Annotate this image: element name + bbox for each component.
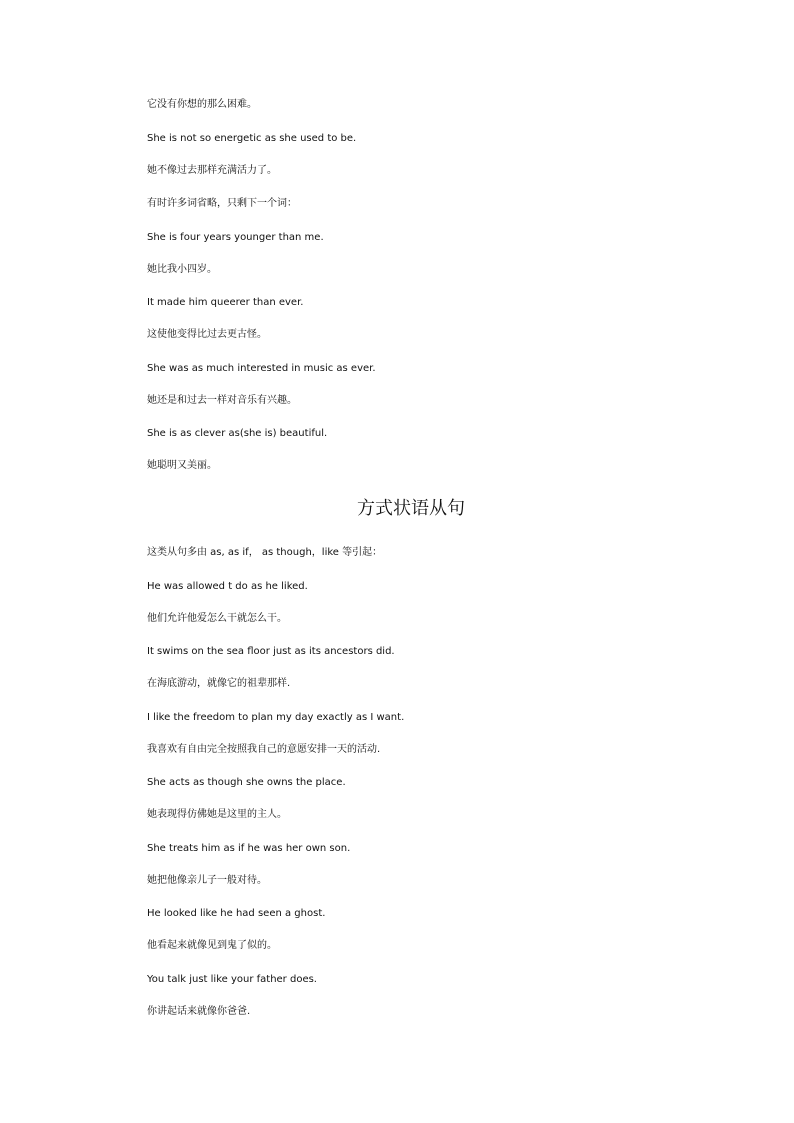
- text-line: It made him queerer than ever.: [147, 297, 304, 308]
- text-line: 她不像过去那样充满活力了。: [147, 165, 277, 176]
- text-line: 她比我小四岁。: [147, 264, 217, 275]
- text-line: 他看起来就像见到鬼了似的。: [147, 940, 277, 951]
- text-line: 她表现得仿佛她是这里的主人。: [147, 809, 287, 820]
- text-line: She is four years younger than me.: [147, 232, 324, 243]
- text-line: 我喜欢有自由完全按照我自己的意愿安排一天的活动.: [147, 744, 381, 755]
- text-line: 这使他变得比过去更古怪。: [147, 329, 267, 340]
- text-line: 她还是和过去一样对音乐有兴趣。: [147, 395, 297, 406]
- text-line: 这类从句多由 as, as if， as though，like 等引起：: [147, 547, 383, 558]
- text-line: He was allowed t do as he liked.: [147, 581, 308, 592]
- text-line: She acts as though she owns the place.: [147, 777, 346, 788]
- text-line: She is as clever as(she is) beautiful.: [147, 428, 328, 439]
- text-line: I like the freedom to plan my day exactly as I want.: [147, 712, 405, 723]
- text-line: 有时许多词省略，只剩下一个词：: [147, 198, 297, 209]
- text-line: It swims on the sea floor just as its ancestors did.: [147, 646, 395, 657]
- text-line: She is not so energetic as she used to be.: [147, 133, 357, 144]
- text-line: 在海底游动，就像它的祖辈那样.: [147, 678, 291, 689]
- section-heading: 方式状语从句: [357, 498, 465, 519]
- text-line: 他们允许他爱怎么干就怎么干。: [147, 613, 287, 624]
- text-line: 她把他像亲儿子一般对待。: [147, 875, 267, 886]
- text-line: 她聪明又美丽。: [147, 460, 217, 471]
- text-line: 它没有你想的那么困难。: [147, 99, 257, 110]
- text-line: She treats him as if he was her own son.: [147, 843, 351, 854]
- text-line: He looked like he had seen a ghost.: [147, 908, 326, 919]
- text-line: 你讲起话来就像你爸爸.: [147, 1006, 251, 1017]
- text-line: You talk just like your father does.: [147, 974, 317, 985]
- text-line: She was as much interested in music as ever.: [147, 363, 376, 374]
